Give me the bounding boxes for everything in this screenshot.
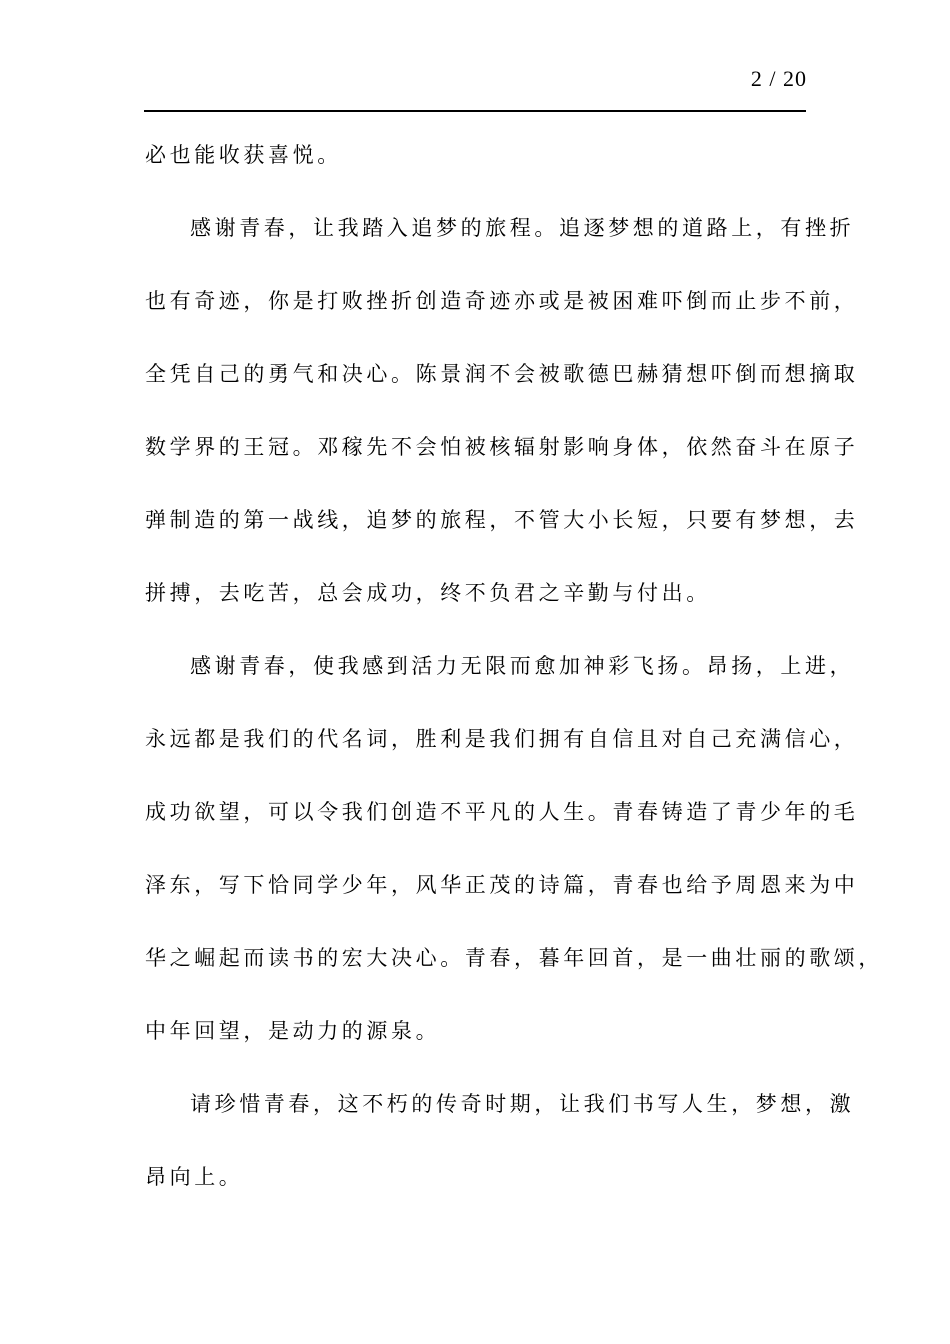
text-line: 全凭自己的勇气和决心。陈景润不会被歌德巴赫猜想吓倒而想摘取	[145, 362, 859, 386]
paragraph	[145, 1084, 855, 1230]
text-line: 感谢青春，让我踏入追梦的旅程。追逐梦想的道路上，有挫折	[190, 216, 855, 240]
text-line: 永远都是我们的代名词，胜利是我们拥有自信且对自己充满信心，	[145, 727, 859, 751]
paragraph	[145, 135, 810, 208]
text-line: 华之崛起而读书的宏大决心。青春，暮年回首，是一曲壮丽的歌颂，	[145, 946, 883, 970]
text-line: 请珍惜青春，这不朽的传奇时期，让我们书写人生，梦想，激	[190, 1092, 855, 1116]
text-line: 也有奇迹，你是打败挫折创造奇迹亦或是被困难吓倒而止步不前，	[145, 289, 859, 313]
page-number: 2 / 20	[750, 66, 807, 91]
text-line: 拼搏，去吃苦，总会成功，终不负君之辛勤与付出。	[145, 581, 711, 605]
document-body	[145, 135, 883, 1230]
text-line: 中年回望，是动力的源泉。	[145, 1019, 441, 1043]
text-line: 必也能收获喜悦。	[145, 143, 342, 167]
text-line: 泽东，写下恰同学少年，风华正茂的诗篇，青春也给予周恩来为中	[145, 873, 859, 897]
text-line: 成功欲望，可以令我们创造不平凡的人生。青春铸造了青少年的毛	[145, 800, 859, 824]
text-line: 感谢青春，使我感到活力无限而愈加神彩飞扬。昂扬，上进，	[190, 654, 855, 678]
text-line: 数学界的王冠。邓稼先不会怕被核辐射影响身体，依然奋斗在原子	[145, 435, 859, 459]
paragraph	[145, 646, 883, 1084]
header-divider	[144, 110, 806, 112]
paragraph	[145, 208, 859, 646]
text-line: 弹制造的第一战线，追梦的旅程，不管大小长短，只要有梦想，去	[145, 508, 859, 532]
text-line: 昂向上。	[145, 1165, 244, 1189]
